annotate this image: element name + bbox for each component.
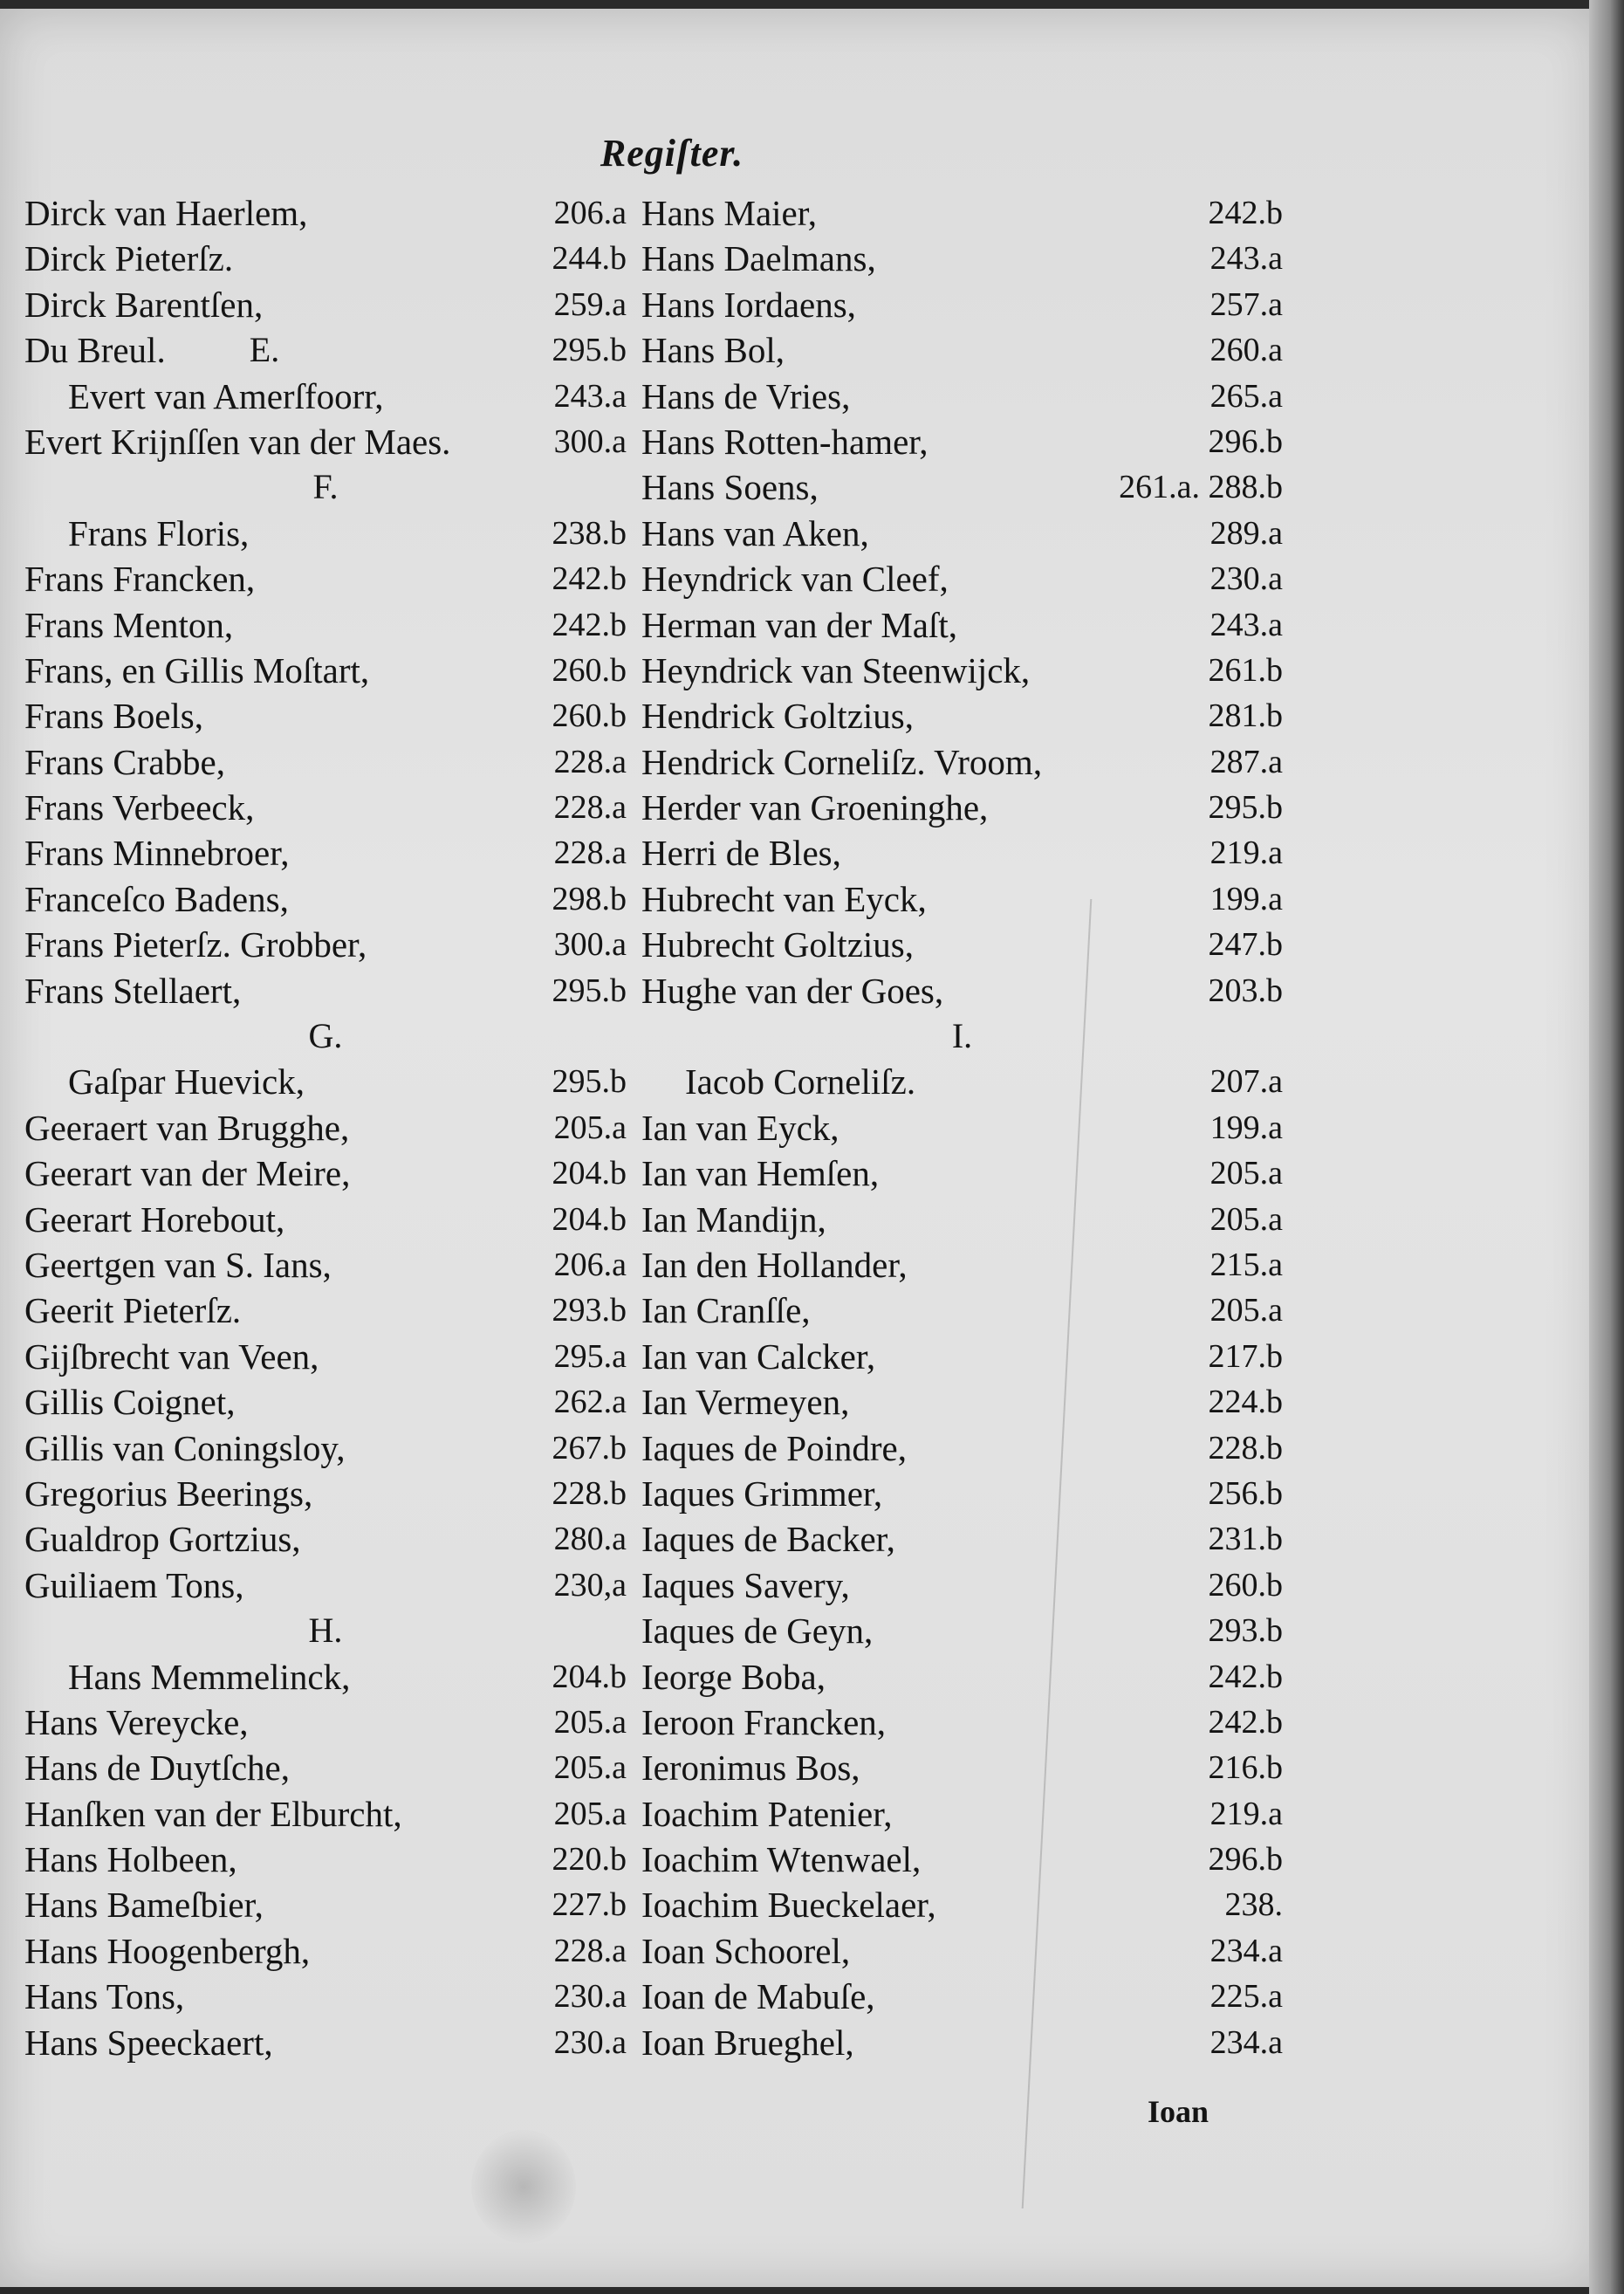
entry-page-ref: 206.a <box>553 195 627 231</box>
register-entry <box>641 1425 1283 1471</box>
entry-name: Iacob Corneliſz. <box>685 1061 916 1102</box>
register-entry <box>641 419 1283 464</box>
entry-name: Iaques de Geyn, <box>641 1611 874 1652</box>
entry-name: Frans Pieterſz. Grobber, <box>24 924 367 965</box>
entry-page-ref: 205.a <box>1209 1292 1283 1329</box>
register-entry <box>641 1013 1283 1059</box>
register-entry <box>641 327 1283 373</box>
entry-name: Frans Stellaert, <box>24 970 242 1011</box>
entry-name: Gillis Coignet, <box>24 1382 236 1423</box>
section-letter: F. <box>312 467 339 507</box>
register-entry <box>24 1974 627 2019</box>
entry-name: Ieorge Boba, <box>641 1656 826 1697</box>
register-entry <box>24 327 627 373</box>
register-entry <box>641 739 1283 785</box>
entry-page-ref: 220.b <box>552 1841 627 1878</box>
register-entry <box>641 1150 1283 1196</box>
entry-name: Ian van Hemſen, <box>641 1153 880 1194</box>
register-entry <box>641 236 1283 281</box>
register-entry <box>641 1791 1283 1837</box>
page-header: Regiſter. <box>600 132 744 175</box>
entry-page-ref: 298.b <box>552 880 627 917</box>
entry-name: Hans de Vries, <box>641 375 851 416</box>
register-entry <box>24 1745 627 1790</box>
entry-name: Hendrick Goltzius, <box>641 696 914 737</box>
entry-name: Gijſbrecht van Veen, <box>24 1336 319 1377</box>
entry-name: Hendrick Corneliſz. Vroom, <box>641 741 1043 782</box>
entry-page-ref: 244.b <box>552 240 627 278</box>
register-entry <box>24 922 627 967</box>
entry-name: Dirck Pieterſz. <box>24 238 234 279</box>
register-entry <box>24 1608 627 1653</box>
entry-name: Hans Memmelinck, <box>68 1656 351 1697</box>
register-entry <box>24 1197 627 1242</box>
entry-page-ref: 205.a <box>1209 1200 1283 1238</box>
entry-name: Hans Rotten-hamer, <box>641 421 928 462</box>
register-entry <box>641 785 1283 830</box>
entry-page-ref: 205.a <box>1209 1155 1283 1192</box>
entry-name: Herri de Bles, <box>641 833 841 874</box>
entry-page-ref: 262.a <box>553 1384 627 1421</box>
entry-name: Hans Bameſbier, <box>24 1885 264 1926</box>
entry-page-ref: 296.b <box>1208 422 1283 460</box>
register-column-left <box>24 190 627 2065</box>
entry-name: Frans Crabbe, <box>24 741 226 782</box>
entry-page-ref: 259.a <box>553 285 627 323</box>
entry-page-ref: 231.b <box>1208 1521 1283 1558</box>
entry-page-ref: 219.a <box>1209 834 1283 872</box>
entry-page-ref: 205.a <box>553 1795 627 1832</box>
entry-page-ref: 265.a <box>1209 377 1283 415</box>
entry-page-ref: 238.b <box>552 514 627 552</box>
entry-page-ref: 228.a <box>553 789 627 827</box>
entry-name: Geerit Pieterſz. <box>24 1290 242 1331</box>
register-entry <box>641 1563 1283 1608</box>
entry-name: Hughe van der Goes, <box>641 970 944 1011</box>
entry-name: Ioachim Bueckelaer, <box>641 1885 936 1926</box>
entry-page-ref: 217.b <box>1208 1337 1283 1375</box>
entry-page-ref: 204.b <box>552 1658 627 1695</box>
register-entry <box>641 556 1283 601</box>
entry-name: Hubrecht van Eyck, <box>641 878 927 919</box>
entry-page-ref: 205.a <box>553 1703 627 1741</box>
section-letter: G. <box>308 1016 343 1056</box>
entry-page-ref: 207.a <box>1209 1063 1283 1101</box>
register-entry <box>641 282 1283 327</box>
entry-name: Ioan de Mabuſe, <box>641 1976 875 2017</box>
entry-name: Hans Bol, <box>641 330 785 371</box>
entry-page-ref: 260.b <box>552 651 627 689</box>
entry-page-ref: 238. <box>1224 1886 1283 1924</box>
register-entry <box>24 1059 627 1104</box>
entry-name: Hans Hoogenbergh, <box>24 1930 311 1971</box>
entry-name: Frans Menton, <box>24 604 234 645</box>
entry-page-ref: 216.b <box>1208 1749 1283 1787</box>
entry-name: Gillis van Coningsloy, <box>24 1427 346 1468</box>
entry-name: Geerart Horebout, <box>24 1199 285 1240</box>
book-page <box>0 9 1597 2287</box>
entry-page-ref: 225.a <box>1209 1978 1283 2016</box>
entry-name: Frans Boels, <box>24 696 203 737</box>
entry-page-ref: 287.a <box>1209 743 1283 780</box>
entry-name: Gualdrop Gortzius, <box>24 1519 301 1560</box>
entry-name: Hans Maier, <box>641 193 818 233</box>
register-entry <box>24 1242 627 1288</box>
entry-name: Du Breul. <box>24 330 166 371</box>
page-edge <box>1589 0 1624 2294</box>
entry-page-ref: 280.a <box>553 1521 627 1558</box>
section-letter: I. <box>951 1016 973 1056</box>
section-letter: H. <box>308 1611 343 1651</box>
entry-name: Geeraert van Brugghe, <box>24 1107 350 1148</box>
entry-name: Hans Soens, <box>641 467 819 508</box>
entry-page-ref: 203.b <box>1208 972 1283 1009</box>
register-entry <box>24 374 627 419</box>
register-entry <box>641 190 1283 236</box>
register-entry <box>24 1425 627 1471</box>
register-entry <box>24 1379 627 1425</box>
register-entry <box>641 464 1283 510</box>
register-entry <box>641 1105 1283 1150</box>
register-entry <box>24 282 627 327</box>
entry-name: Gregorius Beerings, <box>24 1473 313 1514</box>
entry-name: Dirck van Haerlem, <box>24 193 308 233</box>
entry-name: Evert Krijnſſen van der Maes. <box>24 421 451 462</box>
entry-page-ref: 300.a <box>553 926 627 964</box>
entry-page-ref: 228.b <box>552 1474 627 1512</box>
entry-name: Ian Mandijn, <box>641 1199 826 1240</box>
entry-page-ref: 293.b <box>552 1292 627 1329</box>
entry-name: Ioachim Wtenwael, <box>641 1839 922 1880</box>
register-entry <box>641 1882 1283 1927</box>
register-entry <box>641 876 1283 922</box>
register-entry <box>24 968 627 1013</box>
entry-page-ref: 243.a <box>1209 606 1283 643</box>
register-entry <box>24 419 627 464</box>
register-entry <box>641 1700 1283 1745</box>
entry-page-ref: 228.a <box>553 743 627 780</box>
register-entry <box>24 693 627 738</box>
register-entry <box>24 2020 627 2065</box>
register-entry <box>24 556 627 601</box>
register-entry <box>641 2020 1283 2065</box>
entry-page-ref: 204.b <box>552 1200 627 1238</box>
entry-page-ref: 296.b <box>1208 1841 1283 1878</box>
entry-name: Iaques Savery, <box>641 1564 850 1605</box>
entry-name: Hans Daelmans, <box>641 238 876 279</box>
entry-page-ref: 243.a <box>553 377 627 415</box>
entry-name: Ian Vermeyen, <box>641 1382 850 1423</box>
entry-page-ref: 267.b <box>552 1429 627 1466</box>
entry-page-ref: 247.b <box>1208 926 1283 964</box>
register-entry <box>24 190 627 236</box>
register-entry <box>641 1242 1283 1288</box>
register-entry <box>24 1928 627 1974</box>
entry-name: Frans Verbeeck, <box>24 787 255 828</box>
entry-page-ref: 228.a <box>553 834 627 872</box>
entry-page-ref: 257.a <box>1209 285 1283 323</box>
register-entry <box>24 785 627 830</box>
entry-name: Ieroon Francken, <box>641 1701 887 1742</box>
entry-page-ref: 260.b <box>552 697 627 735</box>
entry-page-ref: 228.b <box>1208 1429 1283 1466</box>
register-entry <box>24 1882 627 1927</box>
register-entry <box>641 1928 1283 1974</box>
register-entry <box>641 1197 1283 1242</box>
entry-name: Ian van Eyck, <box>641 1107 839 1148</box>
entry-page-ref: 199.a <box>1209 880 1283 917</box>
register-entry <box>641 374 1283 419</box>
register-entry <box>641 1288 1283 1333</box>
register-entry <box>641 922 1283 967</box>
entry-page-ref: 242.b <box>552 560 627 598</box>
entry-page-ref: 230.a <box>1209 560 1283 598</box>
entry-name: Ieronimus Bos, <box>641 1748 860 1789</box>
entry-page-ref: 300.a <box>553 422 627 460</box>
entry-page-ref: 206.a <box>553 1246 627 1283</box>
entry-page-ref: 224.b <box>1208 1384 1283 1421</box>
entry-name: Guiliaem Tons, <box>24 1564 244 1605</box>
entry-page-ref: 295.b <box>1208 789 1283 827</box>
entry-name: Frans Floris, <box>68 512 250 553</box>
page-stain <box>471 2130 576 2243</box>
register-entry <box>24 1288 627 1333</box>
entry-name: Iaques de Backer, <box>641 1519 895 1560</box>
entry-page-ref: 295.b <box>552 332 627 369</box>
register-entry <box>24 1563 627 1608</box>
register-entry <box>641 1974 1283 2019</box>
entry-page-ref: 230,a <box>553 1566 627 1604</box>
register-entry <box>641 968 1283 1013</box>
entry-page-ref: 261.a. 288.b <box>1119 469 1283 506</box>
entry-name: Ioachim Patenier, <box>641 1793 893 1834</box>
register-entry <box>24 1700 627 1745</box>
register-column-right <box>641 190 1283 2065</box>
entry-page-ref: 228.a <box>553 1932 627 1969</box>
register-entry <box>24 1791 627 1837</box>
entry-page-ref: 289.a <box>1209 514 1283 552</box>
register-entry <box>24 464 627 510</box>
register-entry <box>24 236 627 281</box>
register-entry <box>24 739 627 785</box>
catchword: Ioan <box>1148 2094 1209 2129</box>
entry-page-ref: 199.a <box>1209 1109 1283 1146</box>
entry-name: Hubrecht Goltzius, <box>641 924 914 965</box>
register-entry <box>24 1654 627 1700</box>
register-entry <box>641 1837 1283 1882</box>
entry-name: Evert van Amerſfoorr, <box>68 375 384 416</box>
register-entry <box>641 1471 1283 1516</box>
entry-name: Hanſken van der Elburcht, <box>24 1793 402 1834</box>
entry-name: Hans de Duytſche, <box>24 1748 290 1789</box>
register-entry <box>24 602 627 648</box>
entry-name: Geerart van der Meire, <box>24 1153 351 1194</box>
entry-page-ref: 215.a <box>1209 1246 1283 1283</box>
entry-name: Heyndrick van Steenwijck, <box>641 649 1031 690</box>
section-letter: E. <box>249 330 280 370</box>
register-entry <box>641 1516 1283 1562</box>
entry-name: Ian Cranſſe, <box>641 1290 811 1331</box>
entry-name: Frans Francken, <box>24 559 256 600</box>
entry-name: Hans van Aken, <box>641 512 869 553</box>
entry-page-ref: 243.a <box>1209 240 1283 278</box>
entry-page-ref: 256.b <box>1208 1474 1283 1512</box>
entry-page-ref: 260.b <box>1208 1566 1283 1604</box>
register-entry <box>641 830 1283 876</box>
register-entry <box>641 602 1283 648</box>
entry-name: Gaſpar Huevick, <box>68 1061 305 1102</box>
register-entry <box>24 648 627 693</box>
entry-page-ref: 242.b <box>552 606 627 643</box>
entry-name: Hans Vereycke, <box>24 1701 249 1742</box>
entry-page-ref: 260.a <box>1209 332 1283 369</box>
register-entry <box>24 1471 627 1516</box>
entry-name: Heyndrick van Cleef, <box>641 559 949 600</box>
register-entry <box>24 1150 627 1196</box>
register-entry <box>24 876 627 922</box>
entry-page-ref: 219.a <box>1209 1795 1283 1832</box>
register-entry <box>641 1654 1283 1700</box>
entry-name: Ian den Hollander, <box>641 1244 908 1285</box>
entry-name: Iaques de Poindre, <box>641 1427 907 1468</box>
entry-page-ref: 242.b <box>1208 1703 1283 1741</box>
entry-page-ref: 234.a <box>1209 1932 1283 1969</box>
entry-page-ref: 295.b <box>552 972 627 1009</box>
entry-page-ref: 281.b <box>1208 697 1283 735</box>
entry-page-ref: 261.b <box>1208 651 1283 689</box>
register-entry <box>24 830 627 876</box>
entry-name: Ioan Schoorel, <box>641 1930 851 1971</box>
entry-page-ref: 204.b <box>552 1155 627 1192</box>
entry-page-ref: 227.b <box>552 1886 627 1924</box>
entry-page-ref: 234.a <box>1209 2023 1283 2061</box>
entry-name: Ian van Calcker, <box>641 1336 876 1377</box>
register-entry <box>641 511 1283 556</box>
entry-name: Hans Holbeen, <box>24 1839 237 1880</box>
register-entry <box>24 511 627 556</box>
entry-page-ref: 242.b <box>1208 1658 1283 1695</box>
register-entry <box>641 1379 1283 1425</box>
register-entry <box>641 1608 1283 1653</box>
register-entry <box>24 1516 627 1562</box>
register-entry <box>641 693 1283 738</box>
entry-name: Geertgen van S. Ians, <box>24 1244 332 1285</box>
entry-name: Hans Iordaens, <box>641 284 856 325</box>
entry-page-ref: 295.b <box>552 1063 627 1101</box>
entry-page-ref: 242.b <box>1208 195 1283 231</box>
entry-page-ref: 230.a <box>553 2023 627 2061</box>
entry-name: Frans Minnebroer, <box>24 833 290 874</box>
entry-name: Frans, en Gillis Moſtart, <box>24 649 370 690</box>
entry-name: Ioan Brueghel, <box>641 2022 854 2063</box>
entry-page-ref: 205.a <box>553 1749 627 1787</box>
register-entry <box>24 1334 627 1379</box>
entry-page-ref: 293.b <box>1208 1612 1283 1650</box>
entry-name: Franceſco Badens, <box>24 878 289 919</box>
entry-page-ref: 230.a <box>553 1978 627 2016</box>
register-entry <box>24 1105 627 1150</box>
entry-name: Dirck Barentſen, <box>24 284 264 325</box>
register-entry <box>641 1745 1283 1790</box>
register-entry <box>641 1334 1283 1379</box>
entry-name: Hans Tons, <box>24 1976 185 2017</box>
entry-name: Herder van Groeninghe, <box>641 787 989 828</box>
entry-name: Herman van der Maſt, <box>641 604 958 645</box>
register-entry <box>24 1013 627 1059</box>
register-entry <box>24 1837 627 1882</box>
register-entry <box>641 1059 1283 1104</box>
entry-name: Iaques Grimmer, <box>641 1473 883 1514</box>
entry-page-ref: 295.a <box>553 1337 627 1375</box>
entry-page-ref: 205.a <box>553 1109 627 1146</box>
entry-name: Hans Speeckaert, <box>24 2022 273 2063</box>
register-entry <box>641 648 1283 693</box>
